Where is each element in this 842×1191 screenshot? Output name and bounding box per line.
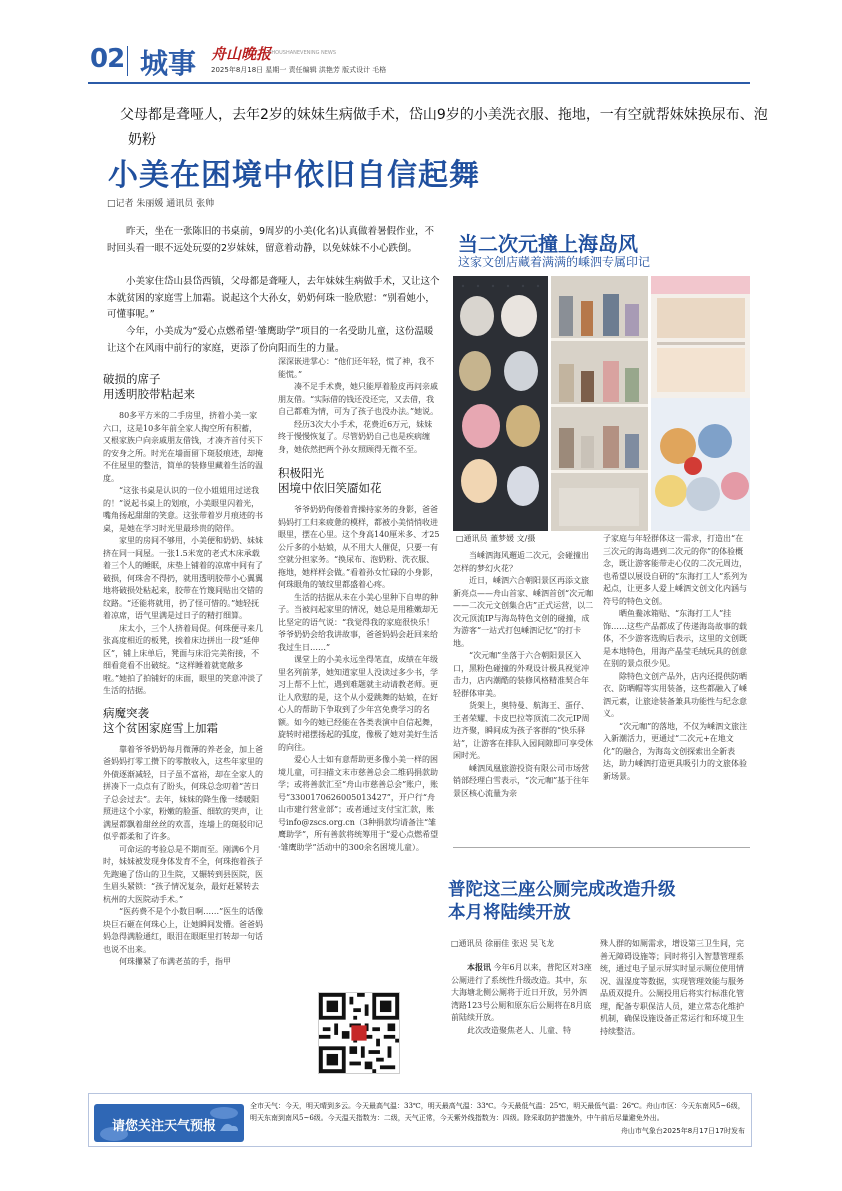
article1-photo (453, 276, 750, 531)
article1-column-left (453, 550, 595, 800)
article2-title: 普陀这三座公厕完成改造升级 本月将陆续开放 (448, 880, 676, 923)
body-paragraph: 殊人群的如厕需求，增设第三卫生间，完善无障碍设施等；同时将引入智慧管理系统，通过电子显示屏实时显示厕位使用情况、温湿度等数据，实现管理效能与服务品质双提升。公厕投用后将实行标准化管理，配备专职保洁人员，建立常态化维护机制，确保设施设备正常运行和环境卫生持续整洁。 (600, 939, 744, 1036)
body-paragraph: 除特色文创产品外，店内还提供防晒衣、防晒帽等实用装备，这些都融入了嵊泗元素，让旅途装备兼具功能性与纪念意义。 (603, 671, 747, 718)
qr-code[interactable] (318, 992, 400, 1074)
body-paragraph: “这张书桌是认识的一位小姐姐用过送我的！”说起书桌上的划痕，小美眼里闪着光，嘴角扬起甜甜的笑意。这张带着岁月痕迹的书桌，是她在学习时光里最珍贵的陪伴。 (103, 486, 263, 533)
body-paragraph: 床太小，三个人挤着局促。何珠便寻来几张高度相近的板凳，挨着床边拼出一段“延伸区”，铺上床单后，凳面与床沿完美衔接，不细看竟看不出破绽。“这样睡着就宽敞多啦。”她拍了拍铺好的床面，眼里的笑意冲淡了生活的拮据。 (103, 623, 264, 695)
article1-column-right (603, 533, 750, 783)
header-divider (127, 46, 128, 76)
article1-byline: □通讯员 董梦媛 文/摄 (456, 534, 536, 543)
body-paragraph: 80多平方米的二手房里，挤着小美一家六口，这是10多年前全家人掏空所有积蓄，又根家族户向亲戚朋友借钱，才凑齐首付买下的安身之所。时光在墙面留下斑驳痕迹，却掩不住屋里的整洁，简单的装修里藏着生活的温度。 (103, 411, 263, 483)
body-paragraph: 家里的房间不够用，小美便和奶奶、妹妹挤在同一间屋。一张1.5米宽的老式木床承载着三个人的睡眠，床垫上铺着的凉席中间有了破损，何珠舍不得扔，就用透明胶带小心翼翼地将破损处粘起来，胶带在竹篾间贴出交错的纹路。“还能将就用，扔了怪可惜的。”她轻抚着凉席，语气里满是过日子的精打细算。 (103, 536, 263, 620)
body-paragraph: 课堂上的小美永远坐得笔直，成绩在年级里名列前茅，她知道家里人没读过多少书，学习上帮不上忙，遇到难题就主动请教老师。更让人欣慰的是，这个从小爱跳舞的姑娘，在好心人的帮助下争取到了少年宫免费学习的名额。如今的她已经能在各类表演中自信起舞，旋转时裙摆扬起的弧度，像极了她对美好生活的向往。 (278, 655, 438, 752)
body-paragraph: 可命运的考验总是不期而至。刚满6个月时，妹妹被发现身体发育不全，何珠抱着孩子先跑遍了岱山的卫生院，又辗转到县医院，医生眉头紧锁：“孩子情况复杂，最好赶紧转去杭州的大医院动手术。” (103, 844, 263, 904)
page-number: 02 (90, 44, 125, 74)
body-paragraph: 爱心人士如有意帮助更多像小美一样的困境儿童，可扫描文末市慈善总会二维码捐款助学；或将善款汇至“舟山市慈善总会”账户，账号“3300170626005013427”，开户行“舟山市建行营业部”；或者通过支付宝汇款，账号info@zscs.org.cn（3种捐款均请备注“雏鹰助学”，所有善款将统筹用于“爱心点燃希望·雏鹰助学”活动中的300余名困境儿童）。 (278, 755, 439, 852)
body-text: 今年6月以来，普陀区对3座公厕进行了系统性升级改造。其中，东大海塘北侧公厕将于近日开放，另外泗湾路123号公厕和原东后公厕将在8月底前陆续开放。 (451, 963, 592, 1022)
body-paragraph: 此次改造聚焦老人、儿童、特 (467, 1025, 571, 1035)
lead-intro-paragraph: 小美家住岱山县岱西镇，父母都是聋哑人，去年妹妹生病做手术，又让这个本就贫困的家庭雪上加霜。说起这个大孙女，奶奶何珠一脸欣慰：“别看她小，可懂事呢。” (107, 276, 440, 320)
body-paragraph: “次元咖”的落地，不仅为嵊泗文旅注入新潮活力，更通过“二次元+在地文化”的融合，为海岛文创探索出全新表达，助力嵊泗打造更具吸引力的文旅体验新场景。 (603, 721, 748, 781)
weather-forecast-text: 全市天气：今天，明天晴到多云。今天最高气温：33℃，明天最高气温：33℃。今天最低气温：25℃，明天最低气温：26℃。舟山市区：今天东南风5~6级，明天东南到南风5~6级。今天温天指数为：二级，天气正常，今天紫外线指数为：四级。除采取防护措施外，中午前后尽量避免外出。 (250, 1102, 745, 1122)
body-paragraph: “次元咖”坐落于六合朝阳景区入口，黑粉色碰撞的外观设计极具视觉冲击力，店内潮酷的装修风格精准契合年轻群体审美。 (453, 651, 589, 698)
body-paragraph: “医药费不是个小数目啊……”医生的话像块巨石砸在何珠心上，让她瞬间发懵。爸爸妈妈急得满脸通红，眼泪在眼眶里打转却一句话也说不出来。 (103, 907, 264, 954)
lead-deck: 父母都是聋哑人，去年2岁的妹妹生病做手术，岱山9岁的小美洗衣服、拖地，一有空就帮妹妹换尿布、泡奶粉 (120, 107, 768, 148)
body-paragraph: 嵊泗凤凰旅游投资有限公司市场营销部经理白雪表示，“次元咖”基于往年景区核心流量为亲 (453, 763, 590, 798)
body-paragraph: 靠着爷爷奶奶每月微薄的养老金，加上爸爸妈妈打零工攒下的零散收入，这些年家里的外债逐渐减轻，日子虽不富裕，却在全家人的拼凑下一点点有了盼头，何珠总念叨着“苦日子总会过去”。去年，妹妹的降生像一缕暖阳照进这个小家，粉嫩的脸蛋、细软的哭声，让满屋都飘着甜丝丝的欢喜，连墙上的斑驳印记似乎都柔和了许多。 (103, 744, 263, 841)
lead-byline: □记者 朱丽媛 通讯员 张帅 (107, 199, 215, 209)
lead-label: 本报讯 (467, 963, 491, 972)
header-meta: 2025年8月18日 星期一 责任编辑 洪艳芳 版式设计 毛格 (211, 66, 387, 74)
subheading: 积极阳光 困境中依旧笑靥如花 (278, 466, 382, 495)
article2-column-left (451, 962, 593, 1037)
body-paragraph (451, 962, 593, 1025)
header-rule (88, 82, 750, 84)
lead-intro-paragraph: 今年，小美成为“爱心点燃希望·雏鹰助学”项目的一名受助儿童，这份温暖让这个在风雨中前行的家庭，更添了份向阳而生的力量。 (107, 326, 434, 354)
qr-code-icon (319, 993, 399, 1073)
lead-intro-paragraph: 昨天，坐在一张陈旧的书桌前，9周岁的小美(化名)认真做着暑假作业，不时回头看一眼不远处玩耍的2岁妹妹，留意着动静，以免妹妹不小心跌倒。 (107, 226, 434, 254)
body-paragraph: 生活的拮据从未在小美心里种下自卑的种子。当被问起家里的情况，她总是用稚嫩却无比坚定的语气说：“我觉得我的家庭很快乐！爷爷奶奶会给我讲故事，爸爸妈妈会赶回来给我过生日……” (278, 592, 438, 652)
article2-byline: □通讯员 徐丽佳 张迟 吴飞龙 (451, 939, 555, 948)
body-paragraph: 爷爷奶奶佝偻着背操持家务的身影，爸爸妈妈打工归来疲惫的模样，都被小美悄悄收进眼里，摆在心里。这个身高140厘米多、才25公斤多的小姑娘，从不用大人催促，只要一有空就分担家务。“换尿布、泡奶粉、洗衣服、拖地，她样样会做。”看着孙女忙碌的小身影，何珠眼角的皱纹里都盛着心疼。 (278, 505, 440, 589)
lead-column-1 (103, 366, 265, 969)
lead-headline: 小美在困境中依旧自信起舞 (108, 158, 480, 193)
body-paragraph: 近日，嵊泗六合朝阳景区再添文旅新亮点——舟山首家、嵊泗首创“次元咖——二次元文创集合店”正式运营，以二次元顶流IP与海岛特色文创的碰撞，成为游客“一站式打包嵊泗记忆”的打卡地。 (453, 576, 594, 648)
body-paragraph: 晒鱼鲞冰箱贴、“东海打工人”挂饰……这些产品都成了传递海岛故事的载体，不少游客选购后表示，这里的文创既是本地特色，用海产晶莹毛绒玩具的创意在别的景点很少见。 (603, 609, 747, 668)
body-paragraph: 货架上，奥特曼、航海王、蛋仔、王者荣耀、卡皮巴拉等顶流二次元IP周边齐聚，瞬间成为孩子客群的“快乐驿站”，让游客在排队入园间隙即可享受休闲时光。 (453, 701, 594, 760)
subheading: 病魔突袭 这个贫困家庭雪上加霜 (103, 705, 218, 735)
subheading: 破损的席子 用透明胶带粘起来 (103, 372, 195, 401)
body-paragraph: 深深嵌进掌心：“他们还年轻，慌了神，我不能慌。” (278, 357, 435, 379)
lead-column-2 (278, 356, 440, 854)
article1-subtitle: 这家文创店藏着满满的嵊泗专属印记 (458, 255, 651, 269)
article-divider (453, 847, 750, 848)
brand-logo: 舟山晚报 (211, 45, 272, 63)
weather-source: 舟山市气象台2025年8月17日17时发布 (620, 1127, 745, 1135)
body-paragraph: 何珠攥紧了布满老茧的手，指甲 (119, 957, 231, 966)
brand-english: ZHOUSHANEVENING NEWS (268, 50, 337, 56)
article1-title: 当二次元撞上海岛风 (458, 232, 638, 256)
article2-column-right (600, 938, 750, 1038)
body-paragraph: 当嵊泗海风邂逅二次元，会碰撞出怎样的梦幻火花？ (453, 551, 589, 573)
section-title: 城事 (140, 47, 197, 80)
weather-label: 请您关注天气预报 (112, 1119, 217, 1134)
body-paragraph: 经历3次大小手术，花费近6万元，妹妹终于慢慢恢复了。尽管奶奶自己也是疾病缠身，她依然把两个孙女照顾得无微不至。 (278, 419, 433, 454)
body-paragraph: 凑不足手术费，她只能厚着脸皮再问亲戚朋友借。“实际借的钱还没还完，又去借，我自己都难为情，可为了孩子也没办法。”她说。 (278, 382, 439, 416)
body-paragraph: 子家庭与年轻群体这一需求，打造出“在三次元的海岛遇到二次元的你”的体验概念，既让游客能带走心仪的二次元周边，也希望以展设自研的“东海打工人”系列为起点，让更多人爱上嵊泗文创文化内涵与符号的特色文创。 (603, 534, 748, 606)
